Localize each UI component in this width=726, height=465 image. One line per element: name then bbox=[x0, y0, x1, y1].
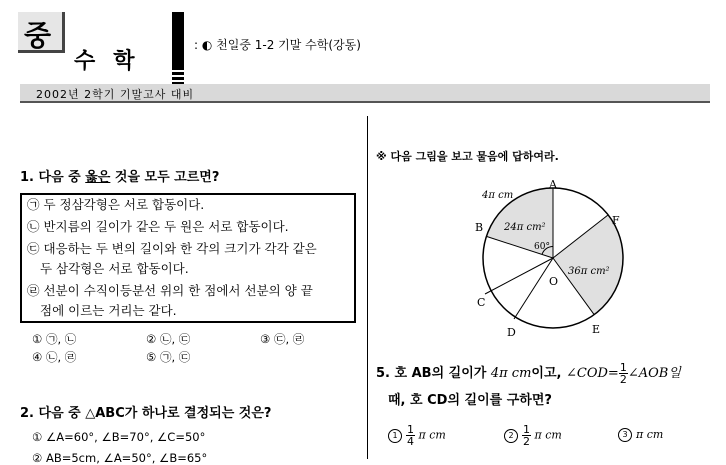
exam-title: : ◐ 천일중 1-2 기말 수학(강동) bbox=[194, 38, 361, 52]
q1-statement: 점에 이르는 거리는 같다. bbox=[40, 303, 177, 318]
q1-text-after: 것을 모두 고르면? bbox=[110, 170, 220, 185]
radius-oc bbox=[485, 258, 553, 294]
label-e: E bbox=[592, 323, 601, 336]
q5-option[interactable]: 3 π cm bbox=[618, 428, 663, 442]
arc-length-label: 4π cm bbox=[482, 190, 514, 201]
radius-od bbox=[514, 258, 553, 319]
q5-fraction: $\frac{1}{2}$ bbox=[619, 361, 627, 386]
q1-option[interactable]: ⑤ ㉠, ㉢ bbox=[146, 350, 191, 364]
q5-option[interactable]: 2 $\frac{1}{2}$ π cm bbox=[504, 424, 562, 447]
label-b: B bbox=[475, 221, 484, 234]
header-bar bbox=[172, 12, 184, 70]
label-o: O bbox=[549, 275, 559, 288]
subject-title: 수학 bbox=[74, 49, 153, 74]
q2-option[interactable]: ② AB=5cm, ∠A=50°, ∠B=65° bbox=[32, 451, 208, 465]
label-a: A bbox=[549, 178, 557, 191]
angle-label: 60° bbox=[534, 242, 550, 252]
q1-text-underline: 옳은 bbox=[85, 170, 111, 185]
area-large-label: 36π cm² bbox=[568, 266, 610, 277]
label-f: F bbox=[612, 214, 620, 227]
q2-number: 2. bbox=[20, 406, 34, 421]
q1-text-before: 다음 중 bbox=[38, 170, 86, 185]
q5-arc: 4π cm bbox=[490, 366, 532, 381]
label-d: D bbox=[507, 326, 516, 339]
q1-statement: ㉢ 대응하는 두 변의 길이와 한 각의 크기가 각각 같은 bbox=[27, 241, 317, 256]
sector-eof bbox=[553, 215, 623, 315]
q2-text: 다음 중 △ABC가 하나로 결정되는 것은? bbox=[38, 406, 272, 421]
q5-formula-a: ∠COD= bbox=[566, 366, 619, 381]
q5-option[interactable]: 1 $\frac{1}{4}$ π cm bbox=[388, 424, 446, 447]
q1-statement: 두 삼각형은 서로 합동이다. bbox=[40, 261, 189, 276]
q1-statement: ㉣ 선분이 수직이등분선 위의 한 점에서 선분의 양 끝 bbox=[27, 283, 313, 298]
q5-number: 5. bbox=[376, 366, 390, 381]
q1-option[interactable]: ① ㉠, ㉡ bbox=[32, 332, 77, 346]
question-5 bbox=[376, 362, 721, 385]
question-2 bbox=[20, 402, 271, 421]
q2-option[interactable]: ① ∠A=60°, ∠B=70°, ∠C=50° bbox=[32, 430, 206, 444]
area-small-label: 24π cm² bbox=[504, 222, 546, 233]
column-divider bbox=[367, 116, 368, 459]
q1-option[interactable]: ④ ㉡, ㉣ bbox=[32, 350, 77, 364]
q5-formula-b: ∠AOB일 bbox=[627, 366, 681, 381]
figure-notice: ※ 다음 그림을 보고 물음에 답하여라. bbox=[376, 150, 559, 163]
q1-statement: ㉠ 두 정삼각형은 서로 합동이다. bbox=[27, 197, 205, 212]
q1-option[interactable]: ② ㉡, ㉢ bbox=[146, 332, 191, 346]
header-subtitle: 2002년 2학기 기말고사 대비 bbox=[36, 88, 195, 101]
label-c: C bbox=[477, 296, 486, 309]
q5-text-a: 호 AB의 길이가 bbox=[394, 366, 491, 381]
q5-text-b: 이고, bbox=[531, 366, 567, 381]
q1-statement: ㉡ 반지름의 길이가 같은 두 원은 서로 합동이다. bbox=[27, 219, 289, 234]
q1-number: 1. bbox=[20, 170, 34, 185]
q1-option[interactable]: ③ ㉢, ㉣ bbox=[260, 332, 305, 346]
grade-label: 중 bbox=[24, 19, 50, 52]
circle-figure bbox=[470, 176, 640, 342]
question-1 bbox=[20, 166, 219, 185]
q5-line2: 때, 호 CD의 길이를 구하면? bbox=[388, 393, 552, 408]
q1-statement-box bbox=[20, 193, 356, 323]
